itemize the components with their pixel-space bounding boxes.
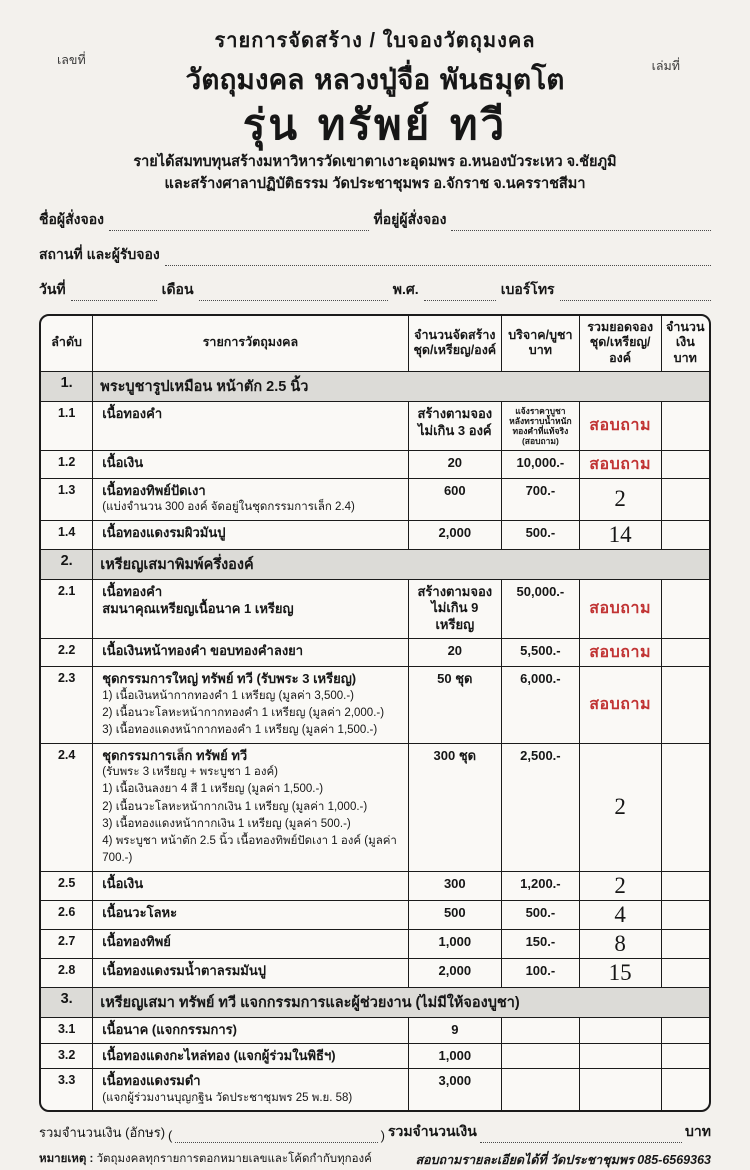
- description-subline: 1) เนื้อเงินหน้ากากทองคำ 1 เหรียญ (มูลค่า 3,500.-): [102, 689, 354, 702]
- col-label: จำนวนเงิน: [666, 319, 705, 350]
- row-quantity: [408, 639, 501, 667]
- row-quantity: [408, 450, 501, 478]
- row-quantity: [408, 667, 501, 743]
- item-row: [41, 520, 709, 549]
- orderer-line: [39, 209, 711, 231]
- row-description: [93, 958, 408, 987]
- description-line: เนื้อนวะโลหะ: [102, 904, 178, 920]
- item-row: [41, 871, 709, 900]
- description-line: เนื้อเงิน: [102, 454, 144, 470]
- row-description: [93, 1017, 408, 1043]
- row-quantity: [408, 478, 501, 520]
- fund-subtitle-line1: รายได้สมทบทุนสร้างมหาวิหารวัดเขาตาเงาะอุดมพร อ.หนองบัวระเหว จ.ชัยภูมิ: [133, 154, 617, 171]
- phone-field: [560, 287, 711, 301]
- row-booked: 2: [579, 478, 661, 520]
- month-label: เดือน: [161, 280, 194, 297]
- date-line: [39, 279, 711, 301]
- row-amount: [661, 1017, 709, 1043]
- section-number: 3.: [41, 987, 93, 1017]
- row-amount: [661, 401, 709, 450]
- description-line: เนื้อทองแดงกะไหล่ทอง (แจกผู้ร่วมในพิธีฯ): [102, 1047, 336, 1063]
- row-booked: สอบถาม: [579, 667, 661, 743]
- book-number-label: เล่มที่: [651, 59, 680, 73]
- row-number: 2.5: [41, 871, 93, 900]
- price-line: หลังทราบน้ำหนัก: [509, 415, 572, 426]
- row-price: [502, 579, 580, 639]
- row-number: 1.3: [41, 478, 93, 520]
- note: [39, 1150, 372, 1170]
- row-description: [93, 743, 408, 871]
- price-line: 500.-: [525, 524, 556, 540]
- section-row: [41, 371, 709, 401]
- price-line: 150.-: [525, 933, 556, 949]
- row-price: [502, 401, 580, 450]
- item-row: [41, 929, 709, 958]
- row-number: 2.4: [41, 743, 93, 871]
- row-booked: สอบถาม: [579, 450, 661, 478]
- row-price: [502, 1017, 580, 1043]
- row-description: [93, 1069, 408, 1110]
- orderer-name-label: ชื่อผู้สั่งจอง: [39, 210, 104, 227]
- item-row: [41, 579, 709, 639]
- row-description: [93, 929, 408, 958]
- header-row: [41, 316, 709, 371]
- row-quantity: [408, 520, 501, 549]
- col-label: บาท: [673, 351, 697, 366]
- fund-subtitle: [39, 152, 711, 196]
- baht-label: บาท: [685, 1123, 712, 1140]
- description-line: เนื้อทองทิพย์: [102, 933, 171, 949]
- col-quantity-made: [408, 316, 501, 371]
- description-subline: (แบ่งจำนวน 300 องค์ จัดอยู่ในชุดกรรมการเล็ก 2.4): [102, 501, 355, 514]
- quantity-line: 20: [447, 643, 463, 659]
- description-line: ชุดกรรมการใหญ่ ทรัพย์ ทวี (รับพระ 3 เหรียญ): [102, 671, 357, 687]
- row-amount: [661, 667, 709, 743]
- quantity-line: 9: [451, 1021, 459, 1037]
- description-subline: 4) พระบูชา หน้าตัก 2.5 นิ้ว เนื้อทองทิพย์ปัดเงา 1 องค์ (มูลค่า 700.-): [102, 835, 397, 865]
- orderer-address-label: ที่อยู่ผู้สั่งจอง: [373, 210, 447, 227]
- price-line: 1,200.-: [520, 875, 561, 891]
- row-booked: 2: [579, 743, 661, 871]
- row-booked: 14: [579, 520, 661, 549]
- section-number: 1.: [41, 371, 93, 401]
- row-price: [502, 1069, 580, 1110]
- row-price: [502, 639, 580, 667]
- row-description: [93, 871, 408, 900]
- place-line: [39, 244, 711, 266]
- row-quantity: [408, 1017, 501, 1043]
- note-label: หมายเหตุ :: [39, 1153, 94, 1166]
- total-words-field: [175, 1129, 377, 1143]
- description-line: สมนาคุณเหรียญเนื้อนาค 1 เหรียญ: [102, 601, 294, 617]
- description-line: เนื้อทองคำ: [102, 405, 163, 421]
- row-quantity: [408, 401, 501, 450]
- order-table-body: [41, 371, 709, 1110]
- total-amount-field: [480, 1129, 682, 1143]
- price-line: 5,500.-: [520, 643, 561, 659]
- date-label: วันที่: [39, 280, 66, 297]
- section-title: พระบูชารูปเหมือน หน้าตัก 2.5 นิ้ว: [93, 371, 709, 401]
- row-amount: [661, 478, 709, 520]
- orderer-name-field: [109, 217, 369, 231]
- item-row: [41, 1017, 709, 1043]
- row-amount: [661, 520, 709, 549]
- col-label: ชุด/เหรียญ/องค์: [589, 335, 651, 366]
- row-amount: [661, 1043, 709, 1069]
- col-label: ลำดับ: [51, 335, 82, 350]
- col-label: รวมยอดจอง: [587, 319, 654, 334]
- total-words-label: รวมจำนวนเงิน (อักษร): [39, 1125, 166, 1141]
- description-line: เนื้อทองแดงรมผิวมันปู: [102, 524, 226, 540]
- item-row: [41, 1069, 709, 1110]
- description-line: เนื้อทองคำ: [102, 583, 163, 599]
- note-text: วัตถุมงคลทุกรายการตอกหมายเลขและโค้ดกำกับทุกองค์: [96, 1153, 372, 1166]
- price-line: (สอบถาม): [521, 435, 559, 446]
- col-label: บริจาค/บูชา: [508, 327, 573, 342]
- section-number: 2.: [41, 549, 93, 579]
- col-label: รายการวัตถุมงคล: [202, 335, 299, 350]
- quantity-line: 20: [447, 454, 463, 470]
- description-subline: 2) เนื้อนวะโลหะหน้ากากเงิน 1 เหรียญ (มูลค่า 1,000.-): [102, 800, 368, 813]
- row-amount: [661, 929, 709, 958]
- row-booked: 8: [579, 929, 661, 958]
- year-label: พ.ศ.: [392, 280, 419, 297]
- row-price: [502, 929, 580, 958]
- col-item: [93, 316, 408, 371]
- place-receiver-label: สถานที่ และผู้รับจอง: [39, 245, 160, 262]
- item-row: [41, 743, 709, 871]
- edition-title: รุ่น ทรัพย์ ทวี: [242, 100, 508, 149]
- description-line: เนื้อเงินหน้าทองคำ ขอบทองคำลงยา: [102, 643, 304, 659]
- description-line: เนื้อทองทิพย์ปัดเงา: [102, 482, 206, 498]
- total-amount-label: รวมจำนวนเงิน: [387, 1123, 477, 1140]
- quantity-line: 300 ชุด: [433, 747, 477, 763]
- description-line: เนื้อทองแดงรมดำ: [102, 1073, 201, 1089]
- contact-info: สอบถามรายละเอียดได้ที่ วัดประชาชุมพร 085-6569363: [415, 1153, 711, 1168]
- row-quantity: [408, 929, 501, 958]
- description-line: เนื้อเงิน: [102, 875, 144, 891]
- row-number: 2.2: [41, 639, 93, 667]
- row-booked: สอบถาม: [579, 401, 661, 450]
- description-subline: 3) เนื้อทองแดงหน้ากากเงิน 1 เหรียญ (มูลค่า 500.-): [102, 817, 351, 830]
- price-line: 2,500.-: [520, 747, 561, 763]
- row-description: [93, 478, 408, 520]
- date-field: [71, 287, 157, 301]
- quantity-line: 500: [443, 904, 466, 920]
- row-price: [502, 958, 580, 987]
- description-subline: 1) เนื้อเงินลงยา 4 สี 1 เหรียญ (มูลค่า 1,500.-): [102, 783, 324, 796]
- row-quantity: [408, 579, 501, 639]
- description-line: ชุดกรรมการเล็ก ทรัพย์ ทวี: [102, 747, 248, 763]
- row-description: [93, 1043, 408, 1069]
- row-booked: 4: [579, 900, 661, 929]
- row-quantity: [408, 743, 501, 871]
- quantity-line: สร้างตามจอง: [417, 405, 493, 421]
- section-title: เหรียญเสมา ทรัพย์ ทวี แจกกรรมการและผู้ช่วยงาน (ไม่มีให้จองบูชา): [93, 987, 709, 1017]
- section-row: [41, 549, 709, 579]
- row-booked: สอบถาม: [579, 639, 661, 667]
- quantity-line: ไม่เกิน 3 องค์: [418, 422, 492, 438]
- temple-title: วัตถุมงคล หลวงปู่จื่อ พันธมุตโต: [185, 63, 565, 96]
- phone-label: เบอร์โทร: [500, 280, 555, 297]
- item-row: [41, 667, 709, 743]
- row-number: 2.6: [41, 900, 93, 929]
- col-amount: [661, 316, 709, 371]
- row-quantity: [408, 1043, 501, 1069]
- description-subline: (รับพระ 3 เหรียญ + พระบูชา 1 องค์): [102, 766, 278, 779]
- orderer-address-field: [451, 217, 711, 231]
- item-row: [41, 958, 709, 987]
- row-booked: [579, 1069, 661, 1110]
- order-table-wrap: [39, 314, 711, 1112]
- quantity-line: 3,000: [438, 1073, 472, 1089]
- place-receiver-field: [165, 252, 711, 266]
- section-title: เหรียญเสมาพิมพ์ครึ่งองค์: [93, 549, 709, 579]
- col-price: [502, 316, 580, 371]
- col-label: บาท: [528, 343, 552, 358]
- row-description: [93, 579, 408, 639]
- row-amount: [661, 1069, 709, 1110]
- row-description: [93, 900, 408, 929]
- row-quantity: [408, 958, 501, 987]
- item-row: [41, 1043, 709, 1069]
- quantity-line: 600: [443, 482, 466, 498]
- row-amount: [661, 871, 709, 900]
- doc-number-label: เลขที่: [57, 53, 86, 67]
- row-description: [93, 401, 408, 450]
- quantity-line: 1,000: [438, 1047, 472, 1063]
- col-label: ชุด/เหรียญ/องค์: [413, 343, 497, 358]
- quantity-line: 50 ชุด: [437, 671, 473, 687]
- row-price: [502, 520, 580, 549]
- row-amount: [661, 639, 709, 667]
- row-number: 1.2: [41, 450, 93, 478]
- row-booked: [579, 1017, 661, 1043]
- item-row: [41, 478, 709, 520]
- row-number: 3.1: [41, 1017, 93, 1043]
- description-subline: 2) เนื้อนวะโลหะหน้ากากทองคำ 1 เหรียญ (มูลค่า 2,000.-): [102, 707, 385, 720]
- page-title: รายการจัดสร้าง / ใบจองวัตถุมงคล: [214, 30, 536, 52]
- quantity-line: 300: [443, 875, 466, 891]
- row-number: 2.3: [41, 667, 93, 743]
- row-price: [502, 667, 580, 743]
- quantity-line: 2,000: [438, 524, 472, 540]
- price-line: 50,000.-: [516, 583, 565, 599]
- row-number: 3.3: [41, 1069, 93, 1110]
- col-total-booked: [579, 316, 661, 371]
- fund-subtitle-line2: และสร้างศาลาปฏิบัติธรรม วัดประชาชุมพร อ.จักราช จ.นครราชสีมา: [164, 176, 586, 193]
- price-line: 6,000.-: [520, 671, 561, 687]
- row-price: [502, 478, 580, 520]
- row-number: 3.2: [41, 1043, 93, 1069]
- quantity-line: สร้างตามจอง: [417, 583, 493, 599]
- row-price: [502, 871, 580, 900]
- price-line: 100.-: [525, 962, 556, 978]
- note-line: [39, 1150, 711, 1170]
- row-number: 2.8: [41, 958, 93, 987]
- item-row: [41, 401, 709, 450]
- item-row: [41, 450, 709, 478]
- row-amount: [661, 958, 709, 987]
- description-line: เนื้อนาค (แจกกรรมการ): [102, 1021, 237, 1037]
- row-booked: 15: [579, 958, 661, 987]
- order-table-head: [41, 316, 709, 371]
- order-table: [41, 316, 709, 1110]
- price-line: แจ้งราคาบูชา: [515, 405, 566, 416]
- item-row: [41, 639, 709, 667]
- row-booked: สอบถาม: [579, 579, 661, 639]
- row-booked: [579, 1043, 661, 1069]
- year-field: [424, 287, 496, 301]
- row-quantity: [408, 1069, 501, 1110]
- row-amount: [661, 450, 709, 478]
- description-subline: (แจกผู้ร่วมงานบุญกฐิน วัดประชาชุมพร 25 พ.ย. 58): [102, 1091, 353, 1104]
- paren-open: (: [168, 1128, 173, 1144]
- row-quantity: [408, 871, 501, 900]
- row-description: [93, 520, 408, 549]
- row-description: [93, 450, 408, 478]
- description-subline: 3) เนื้อทองแดงหน้ากากทองคำ 1 เหรียญ (มูลค่า 1,500.-): [102, 724, 378, 737]
- price-line: 10,000.-: [516, 454, 565, 470]
- row-price: [502, 743, 580, 871]
- row-booked: 2: [579, 871, 661, 900]
- row-description: [93, 667, 408, 743]
- item-row: [41, 900, 709, 929]
- description-line: เนื้อทองแดงรมน้ำตาลรมมันปู: [102, 962, 267, 978]
- col-label: จำนวนจัดสร้าง: [414, 327, 496, 342]
- price-line: 700.-: [525, 482, 556, 498]
- paren-close: ): [380, 1128, 385, 1144]
- quantity-line: 2,000: [438, 962, 472, 978]
- quantity-line: ไม่เกิน 9 เหรียญ: [431, 600, 479, 633]
- row-price: [502, 900, 580, 929]
- row-number: 1.4: [41, 520, 93, 549]
- section-row: [41, 987, 709, 1017]
- row-amount: [661, 579, 709, 639]
- row-price: [502, 1043, 580, 1069]
- quantity-line: 1,000: [438, 933, 472, 949]
- month-field: [199, 287, 388, 301]
- row-number: 1.1: [41, 401, 93, 450]
- price-line: ทองคำที่แท้จริง: [512, 425, 569, 436]
- row-number: 2.7: [41, 929, 93, 958]
- row-amount: [661, 743, 709, 871]
- row-description: [93, 639, 408, 667]
- row-number: 2.1: [41, 579, 93, 639]
- total-line: [39, 1121, 711, 1143]
- row-price: [502, 450, 580, 478]
- row-quantity: [408, 900, 501, 929]
- row-amount: [661, 900, 709, 929]
- price-line: 500.-: [525, 904, 556, 920]
- col-order: [41, 316, 93, 371]
